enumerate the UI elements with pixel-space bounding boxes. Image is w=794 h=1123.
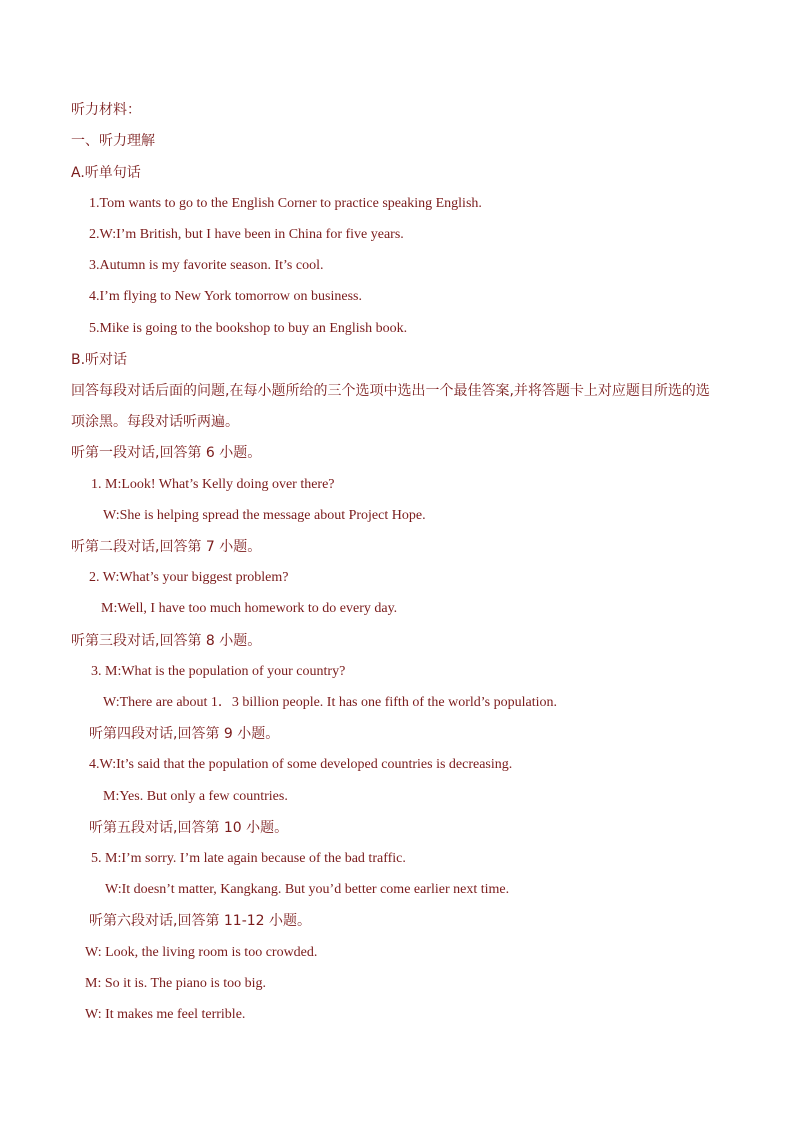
dialogue-1-line-2: W:She is helping spread the message about Project Hope. <box>103 508 426 523</box>
dialogue-6-line-2: M: So it is. The piano is too big. <box>85 976 266 991</box>
dialogue-2-heading: 听第二段对话,回答第 7 小题。 <box>71 539 262 555</box>
sentence-4: 4.I’m flying to New York tomorrow on business. <box>89 289 362 304</box>
dialogue-5-line-2: W:It doesn’t matter, Kangkang. But you’d better come earlier next time. <box>105 882 510 897</box>
part-b-heading: B.听对话 <box>71 352 128 368</box>
sentence-2: 2.W:I’m British, but I have been in China for five years. <box>89 227 404 242</box>
sentence-5: 5.Mike is going to the bookshop to buy an English book. <box>89 321 408 336</box>
instructions-line-1: 回答每段对话后面的问题,在每小题所给的三个选项中选出一个最佳答案,并将答题卡上对应题目所选的选 <box>71 383 710 399</box>
dialogue-1-line-1: 1. M:Look! What’s Kelly doing over there? <box>91 477 335 492</box>
dialogue-6-line-1: W: Look, the living room is too crowded. <box>85 945 318 960</box>
instructions-line-2: 项涂黑。每段对话听两遍。 <box>71 414 239 430</box>
dialogue-3-line-1: 3. M:What is the population of your country? <box>91 664 346 679</box>
dialogue-4-heading: 听第四段对话,回答第 9 小题。 <box>89 726 280 742</box>
section-heading-listening: 一、听力理解 <box>71 133 155 149</box>
dialogue-2-line-2: M:Well, I have too much homework to do every day. <box>101 601 398 616</box>
dialogue-5-line-1: 5. M:I’m sorry. I’m late again because of the bad traffic. <box>91 851 406 866</box>
dialogue-1-heading: 听第一段对话,回答第 6 小题。 <box>71 445 262 461</box>
sentence-1: 1.Tom wants to go to the English Corner to practice speaking English. <box>89 196 482 211</box>
dialogue-3-heading: 听第三段对话,回答第 8 小题。 <box>71 633 262 649</box>
dialogue-4-line-2: M:Yes. But only a few countries. <box>103 789 288 804</box>
dialogue-2-line-1: 2. W:What’s your biggest problem? <box>89 570 289 585</box>
part-a-heading: A.听单句话 <box>71 165 141 181</box>
dialogue-6-line-3: W: It makes me feel terrible. <box>85 1007 246 1022</box>
dialogue-4-line-1: 4.W:It’s said that the population of some developed countries is decreasing. <box>89 757 513 772</box>
dialogue-6-heading: 听第六段对话,回答第 11-12 小题。 <box>89 913 312 929</box>
document-title: 听力材料： <box>71 102 141 118</box>
dialogue-3-line-2: W:There are about 1．3 billion people. It has one fifth of the world’s population. <box>103 695 557 710</box>
sentence-3: 3.Autumn is my favorite season. It’s cool. <box>89 258 324 273</box>
dialogue-5-heading: 听第五段对话,回答第 10 小题。 <box>89 820 289 836</box>
